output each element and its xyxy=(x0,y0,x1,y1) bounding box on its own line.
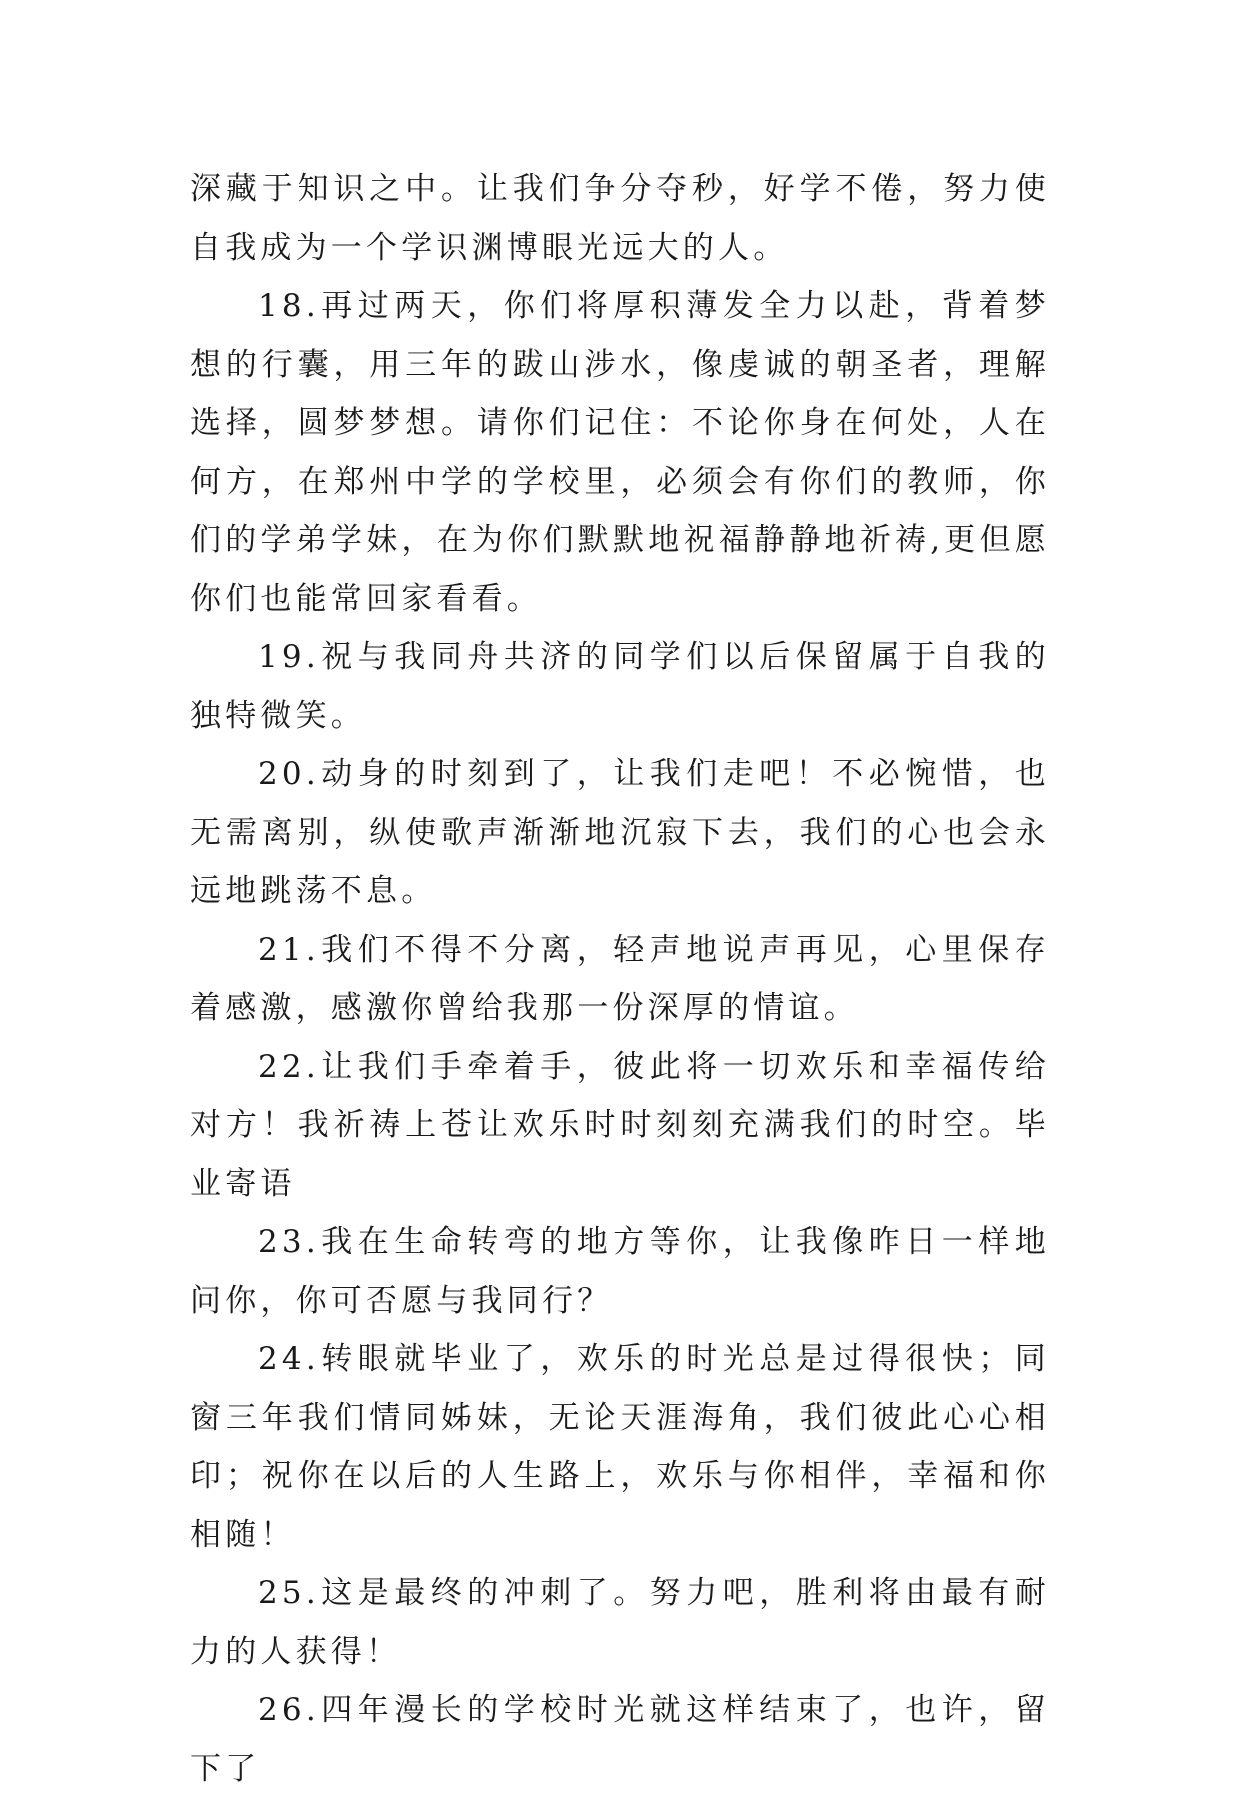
paragraph-19: 19.祝与我同舟共济的同学们以后保留属于自我的独特微笑。 xyxy=(190,639,1050,734)
paragraph-continuation: 深藏于知识之中。让我们争分夺秒，好学不倦，努力使自我成为一个学识渊博眼光远大的人。 xyxy=(190,171,1050,266)
paragraph-20: 20.动身的时刻到了，让我们走吧！不必惋惜，也无需离别，纵使歌声渐渐地沉寂下去，我们的心也会永远地跳荡不息。 xyxy=(190,756,1050,909)
paragraph-23: 23.我在生命转弯的地方等你，让我像昨日一样地问你，你可否愿与我同行？ xyxy=(190,1224,1050,1319)
paragraph-26: 26.四年漫长的学校时光就这样结束了，也许，留下了 xyxy=(190,1692,1050,1787)
paragraph-22: 22.让我们手牵着手，彼此将一切欢乐和幸福传给对方！我祈祷上苍让欢乐时时刻刻充满我们的时空。毕业寄语 xyxy=(190,1048,1050,1202)
paragraph-18: 18.再过两天，你们将厚积薄发全力以赴，背着梦想的行囊，用三年的跋山涉水，像虔诚的朝圣者，理解选择，圆梦梦想。请你们记住：不论你身在何处，人在何方，在郑州中学的学校里，必须会有你们的教师，你们的学弟学妹，在为你们默默地祝福静静地祈祷,更但愿你们也能常回家看看。 xyxy=(190,288,1050,617)
paragraph-21: 21.我们不得不分离，轻声地说声再见，心里保存着感激，感激你曾给我那一份深厚的情谊。 xyxy=(190,931,1050,1026)
document-body xyxy=(190,160,1050,1798)
paragraph-25: 25.这是最终的冲刺了。努力吧，胜利将由最有耐力的人获得！ xyxy=(190,1575,1050,1670)
paragraph-24: 24.转眼就毕业了，欢乐的时光总是过得很快；同窗三年我们情同姊妹，无论天涯海角，我们彼此心心相印；祝你在以后的人生路上，欢乐与你相伴，幸福和你相随！ xyxy=(190,1341,1050,1553)
